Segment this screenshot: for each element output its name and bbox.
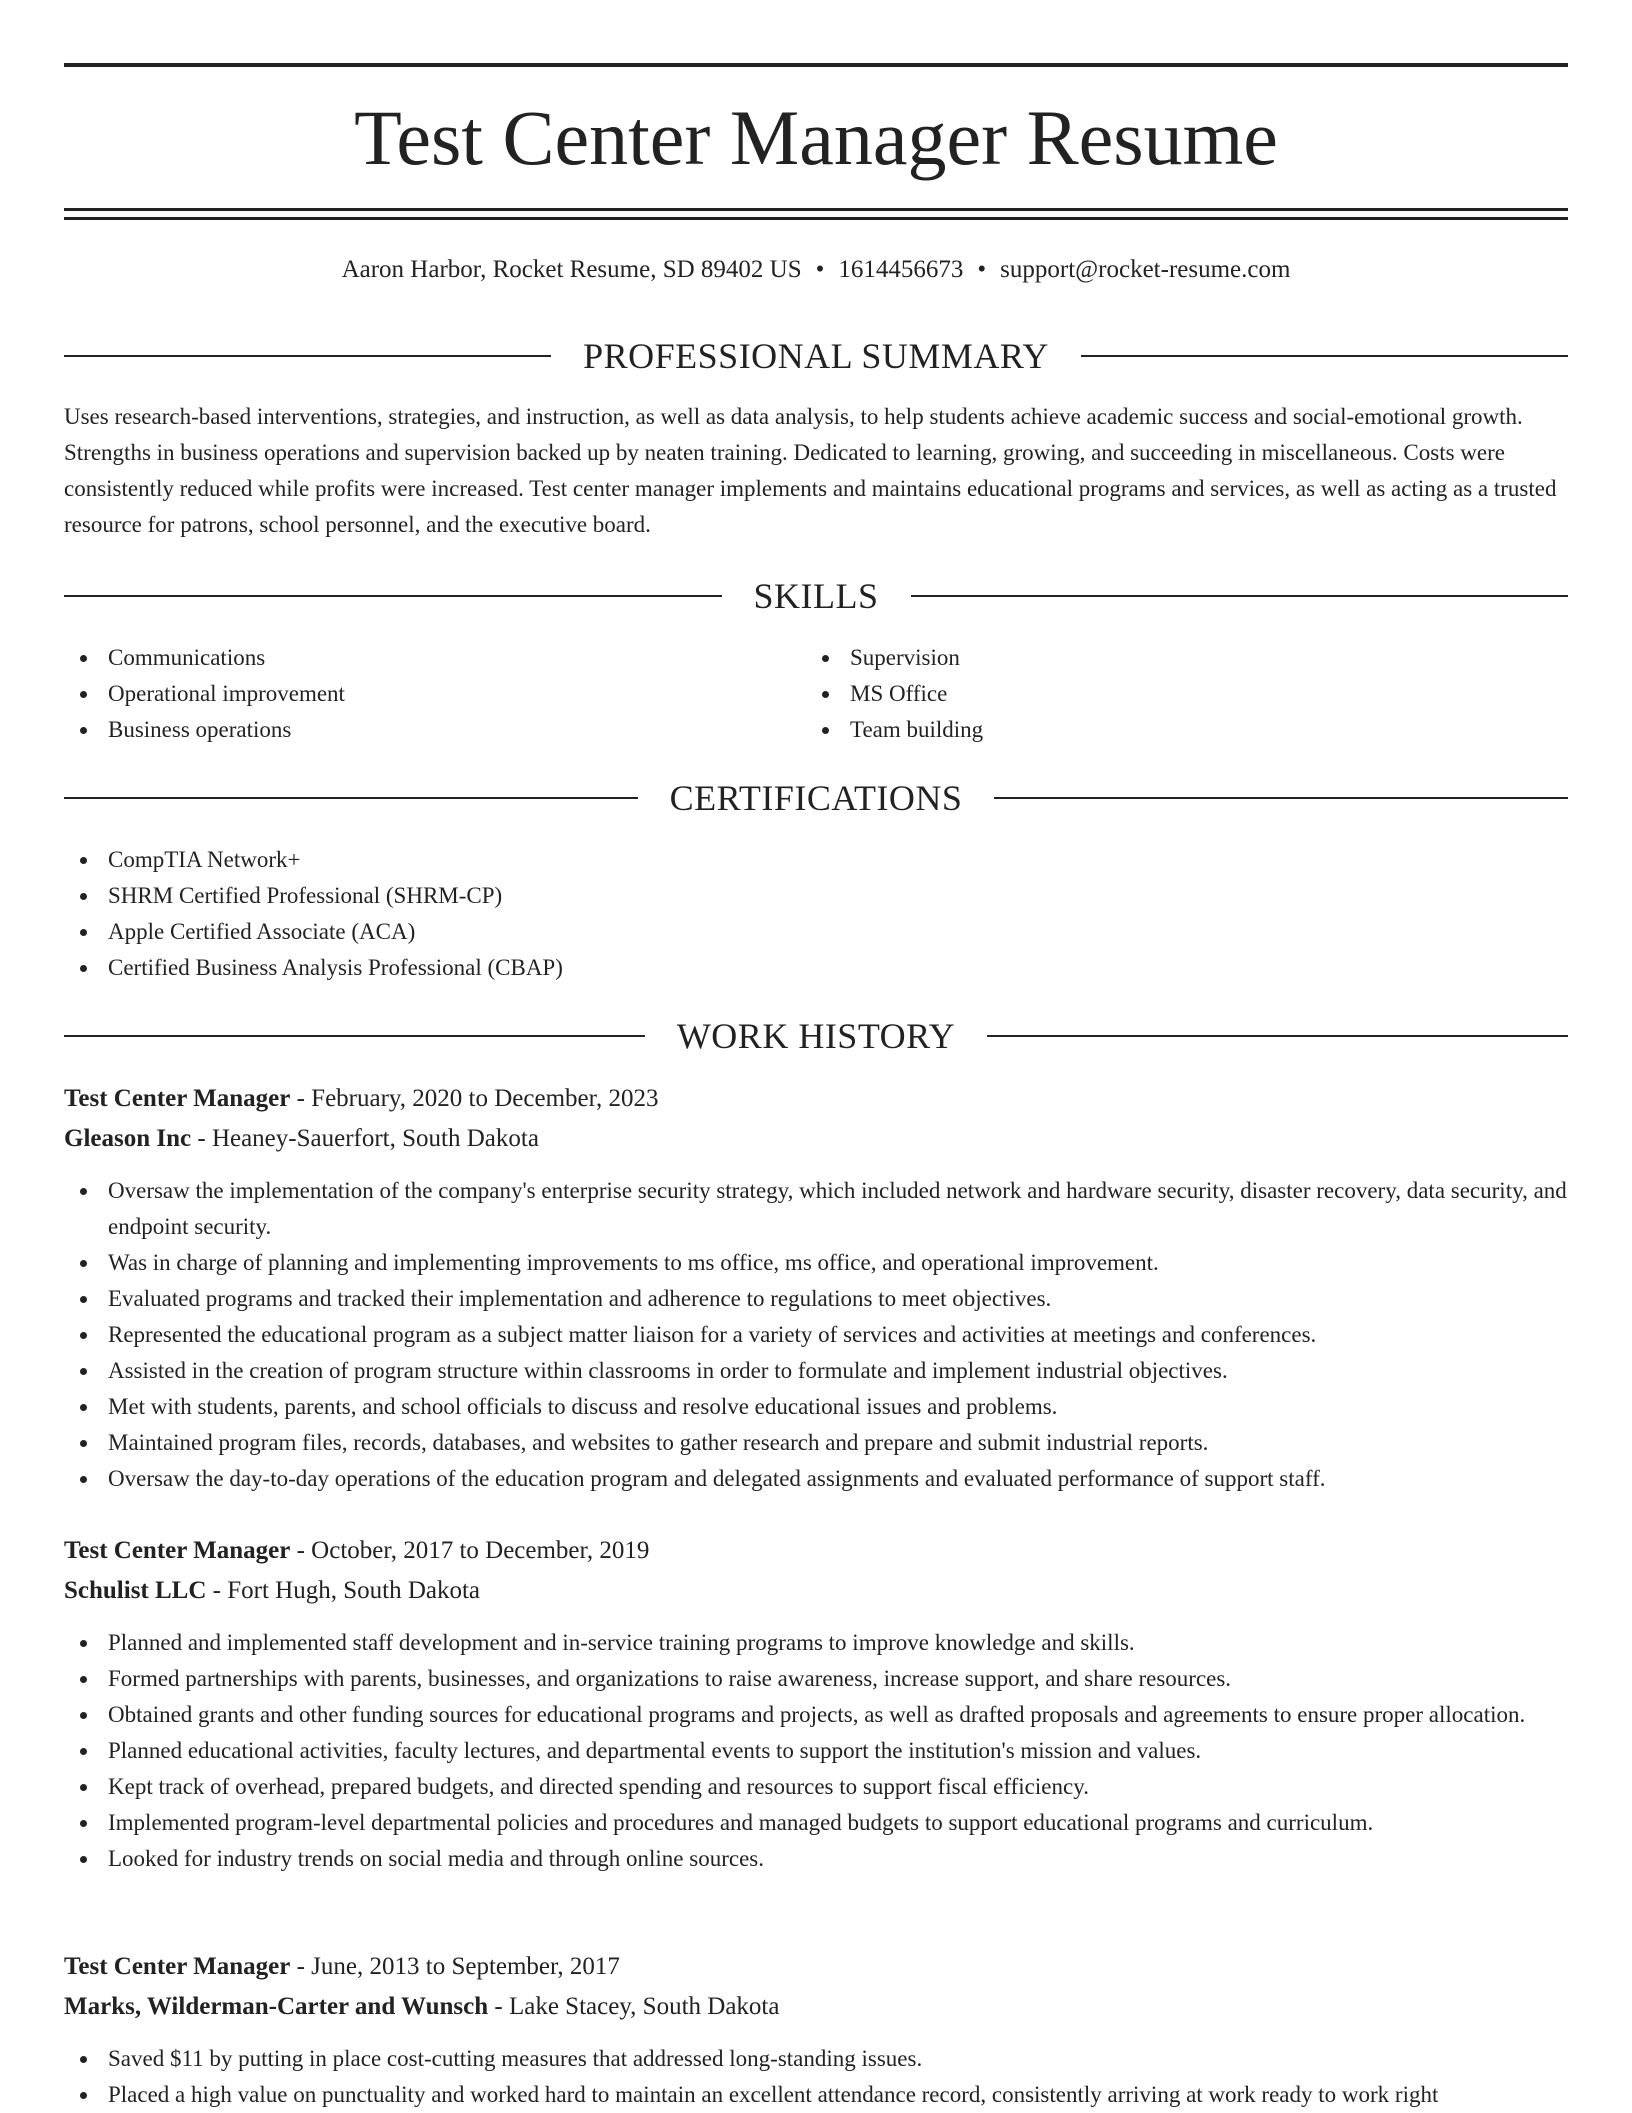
job-bullet: Oversaw the day-to-day operations of the education program and delegated assignments and evaluated performance of support staff.: [64, 1461, 1568, 1497]
job-dates: February, 2020 to December, 2023: [311, 1085, 659, 1112]
skill-item: Operational improvement: [64, 676, 764, 712]
job-bullet: Obtained grants and other funding sources for educational programs and projects, as well as drafted proposals and agreements to ensure proper allocation.: [64, 1697, 1568, 1733]
divider: [64, 1035, 645, 1037]
job-bullet: Placed a high value on punctuality and worked hard to maintain an excellent attendance record, consistently arriving at work ready to work right: [64, 2077, 1568, 2113]
job-title: Test Center Manager: [64, 1537, 291, 1564]
section-header-certifications: [64, 776, 1568, 820]
job-bullet: Maintained program files, records, databases, and websites to gather research and prepare and submit industrial reports.: [64, 1425, 1568, 1461]
job-title: Test Center Manager: [64, 1953, 291, 1980]
resume-title: Test Center Manager Resume: [354, 94, 1278, 181]
contact-address: Aaron Harbor, Rocket Resume, SD 89402 US: [341, 256, 802, 283]
summary-text: Uses research-based interventions, strategies, and instruction, as well as data analysis, to help students achieve academic success and social-emotional growth. Strengths in business operations and supervision backed up by neaten training. Dedicated to learning, growing, and succeeding in miscellaneous. Costs were consistently reduced while profits were increased. Test center manager implements and maintains educational programs and services, as well as acting as a trusted resource for patrons, school personnel, and the executive board.: [64, 404, 1557, 537]
skill-item: Team building: [806, 712, 1506, 748]
title-double-rule: [64, 208, 1568, 220]
contact-separator: •: [977, 256, 987, 283]
job-company: Schulist LLC: [64, 1577, 207, 1604]
skills-list-left: [64, 640, 764, 748]
section-title: PROFESSIONAL SUMMARY: [583, 336, 1049, 376]
job-bullet: Represented the educational program as a subject matter liaison for a variety of services and activities at meetings and conferences.: [64, 1317, 1568, 1353]
skill-item: Business operations: [64, 712, 764, 748]
certification-item: CompTIA Network+: [64, 842, 1568, 878]
certification-item: SHRM Certified Professional (SHRM-CP): [64, 878, 1568, 914]
job-dates: June, 2013 to September, 2017: [311, 1953, 620, 1980]
contact-phone: 1614456673: [838, 256, 964, 283]
section-title: CERTIFICATIONS: [669, 778, 963, 818]
job-bullet: Looked for industry trends on social media and through online sources.: [64, 1841, 1568, 1877]
job-company-line: Gleason Inc - Heaney-Sauerfort, South Dakota: [64, 1125, 539, 1152]
job-bullet: Planned and implemented staff development and in-service training programs to improve knowledge and skills.: [64, 1625, 1568, 1661]
contact-email: support@rocket-resume.com: [1000, 256, 1291, 283]
job-dates: October, 2017 to December, 2019: [311, 1537, 650, 1564]
job-bullet: Oversaw the implementation of the company's enterprise security strategy, which included network and hardware security, disaster recovery, data security, and endpoint security.: [64, 1173, 1568, 1245]
contact-line: [64, 252, 1568, 288]
contact-separator: •: [815, 256, 825, 283]
certifications-list: [64, 842, 1568, 986]
job-bullet: Met with students, parents, and school officials to discuss and resolve educational issues and problems.: [64, 1389, 1568, 1425]
job-bullets: [64, 1173, 1568, 1497]
job-bullet: Saved $11 by putting in place cost-cutting measures that addressed long-standing issues.: [64, 2041, 1568, 2077]
certification-item: Certified Business Analysis Professional (CBAP): [64, 950, 1568, 986]
divider: [64, 355, 551, 357]
section-header-work-history: [64, 1014, 1568, 1058]
divider: [1081, 355, 1568, 357]
job-bullet: Implemented program-level departmental policies and procedures and managed budgets to support educational programs and curriculum.: [64, 1805, 1568, 1841]
top-rule: [64, 63, 1568, 67]
job-bullets: [64, 1625, 1568, 1877]
divider: [994, 797, 1568, 799]
job-bullet: Assisted in the creation of program structure within classrooms in order to formulate and implement industrial objectives.: [64, 1353, 1568, 1389]
job-bullet: Formed partnerships with parents, businesses, and organizations to raise awareness, increase support, and share resources.: [64, 1661, 1568, 1697]
job-bullet: Was in charge of planning and implementing improvements to ms office, ms office, and operational improvement.: [64, 1245, 1568, 1281]
job-location: Fort Hugh, South Dakota: [227, 1577, 481, 1604]
section-title: WORK HISTORY: [676, 1016, 956, 1056]
job-bullet: Kept track of overhead, prepared budgets, and directed spending and resources to support fiscal efficiency.: [64, 1769, 1568, 1805]
job-company-line: Schulist LLC - Fort Hugh, South Dakota: [64, 1577, 481, 1604]
skills-list-right: [806, 640, 1506, 748]
job-title: Test Center Manager: [64, 1085, 291, 1112]
divider: [911, 595, 1569, 597]
job-bullets: [64, 2041, 1568, 2113]
divider: [64, 797, 638, 799]
skill-item: Supervision: [806, 640, 1506, 676]
job-company: Gleason Inc: [64, 1125, 192, 1152]
job-bullet: Evaluated programs and tracked their implementation and adherence to regulations to meet objectives.: [64, 1281, 1568, 1317]
job-title-line: Test Center Manager - October, 2017 to December, 2019: [64, 1537, 650, 1564]
skill-item: MS Office: [806, 676, 1506, 712]
job-location: Lake Stacey, South Dakota: [508, 1993, 780, 2020]
section-title: SKILLS: [753, 576, 879, 616]
section-header-summary: [64, 334, 1568, 378]
job-bullet: Planned educational activities, faculty lectures, and departmental events to support the institution's mission and values.: [64, 1733, 1568, 1769]
job-title-line: Test Center Manager - June, 2013 to September, 2017: [64, 1953, 620, 1980]
job-title-line: Test Center Manager - February, 2020 to December, 2023: [64, 1085, 659, 1112]
skill-item: Communications: [64, 640, 764, 676]
divider: [64, 595, 722, 597]
section-header-skills: [64, 574, 1568, 618]
divider: [987, 1035, 1568, 1037]
certification-item: Apple Certified Associate (ACA): [64, 914, 1568, 950]
job-company: Marks, Wilderman-Carter and Wunsch: [64, 1993, 489, 2020]
job-location: Heaney-Sauerfort, South Dakota: [211, 1125, 539, 1152]
job-company-line: Marks, Wilderman-Carter and Wunsch - Lake Stacey, South Dakota: [64, 1993, 780, 2020]
